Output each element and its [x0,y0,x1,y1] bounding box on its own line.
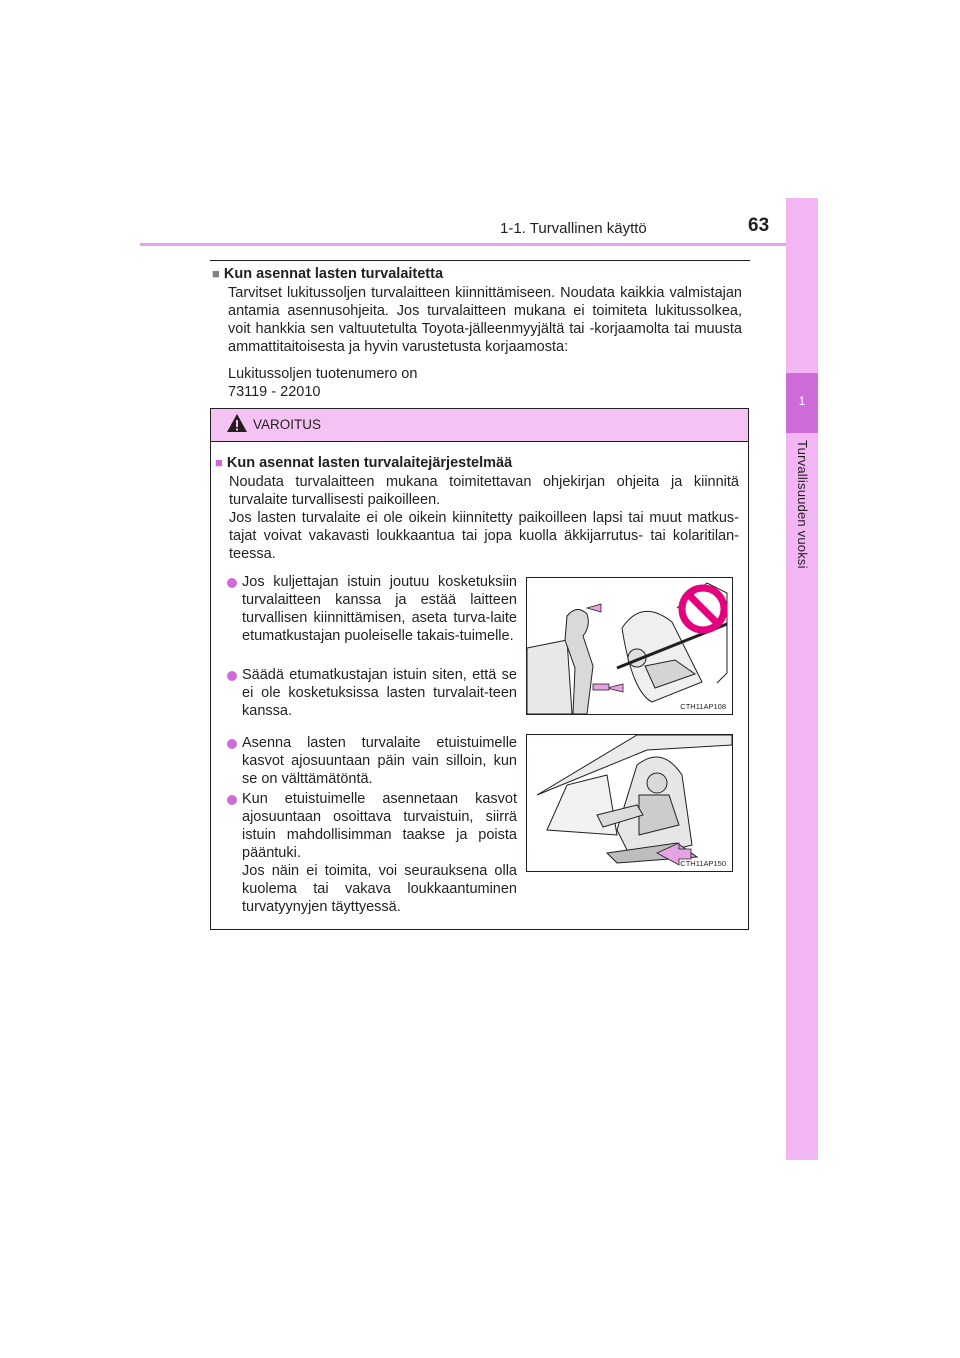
warning-label: VAROITUS [253,417,322,432]
header-rule [140,243,790,246]
side-tab [786,198,818,1160]
figure-code: CTH11AP150 [680,859,726,868]
part-number: 73119 - 22010 [228,384,321,400]
bullet-dot-icon [227,739,237,749]
forward-facing-seat-illustration [527,735,732,871]
figure-driver-seat [526,577,733,715]
section-paragraph: Tarvitset lukitussoljen turvalaitteen kiinnittämiseen. Noudata kaikkia valmistajan antamia asennusohjeita. Jos turvalaitteen mukana ei toimiteta lukitussolkea, voit hankkia sen valtuutetulta Toyota-jälleenmyyjältä tai -korjaamolta tai muusta ammattitaitoisesta ja hyvin varustetusta korjaamosta: [228,285,742,355]
warning-intro-2: Jos lasten turvalaite ei ole oikein kiinnitetty paikoilleen lapsi tai muut matkus-tajat voivat vakavasti loukkaantua tai jopa kuolla äkkijarrutus- tai kolaritilan-teessa. [229,510,739,562]
page-number: 63 [748,215,770,236]
warning-triangle-icon [226,413,248,433]
section-rule [210,260,750,261]
figure-code: CTH11AP108 [680,702,726,711]
chapter-title: 1-1. Turvallinen käyttö [500,220,647,237]
warning-header [211,409,748,442]
warning-heading [215,455,512,471]
warning-intro-1: Noudata turvalaitteen mukana toimitettavan ohjekirjan ohjeita ja kiinnitä turvalaite turvallisesti paikoilleen. [229,474,739,508]
prohibited-icon [678,584,728,634]
list-item: Asenna lasten turvalaite etuistuimelle kasvot ajosuuntaan päin vain silloin, kun se on välttämätöntä. [242,734,517,788]
bullet-dot-icon [227,671,237,681]
side-tab-number: 1 [798,394,806,408]
square-bullet-icon: ■ [212,266,220,281]
bullet-dot-icon [227,795,237,805]
list-item: Jos kuljettajan istuin joutuu kosketuksiin turvalaitteen kanssa ja estää laitteen turvallisen kiinnittämisen, aseta turva-laite etumatkustajan puoleiselle takais-tuimelle. [242,573,517,645]
list-item: Kun etuistuimelle asennetaan kasvot ajosuuntaan osoittava turvaistuin, siirrä istuin mahdollisimman taakse ja poista pääntuki. [242,790,517,862]
figure-forward-seat [526,734,733,872]
bullet-dot-icon [227,578,237,588]
warning-box [210,408,749,930]
section-heading [212,266,443,282]
side-tab-label: Turvallisuuden vuoksi [795,440,810,569]
warning-title: Kun asennat lasten turvalaitejärjestelmää [226,455,513,471]
part-number-label: Lukitussoljen tuotenumero on [228,366,418,382]
list-item: Säädä etumatkustajan istuin siten, että se ei ole kosketuksissa lasten turvalait-teen kanssa. [242,666,517,720]
square-bullet-icon: ■ [215,455,223,470]
list-item-continuation: Jos näin ei toimita, voi seurauksena olla kuolema tai vakava loukkaantuminen turvatyynyjen täyttyessä. [242,863,517,915]
section-title: Kun asennat lasten turvalaitetta [223,266,444,282]
